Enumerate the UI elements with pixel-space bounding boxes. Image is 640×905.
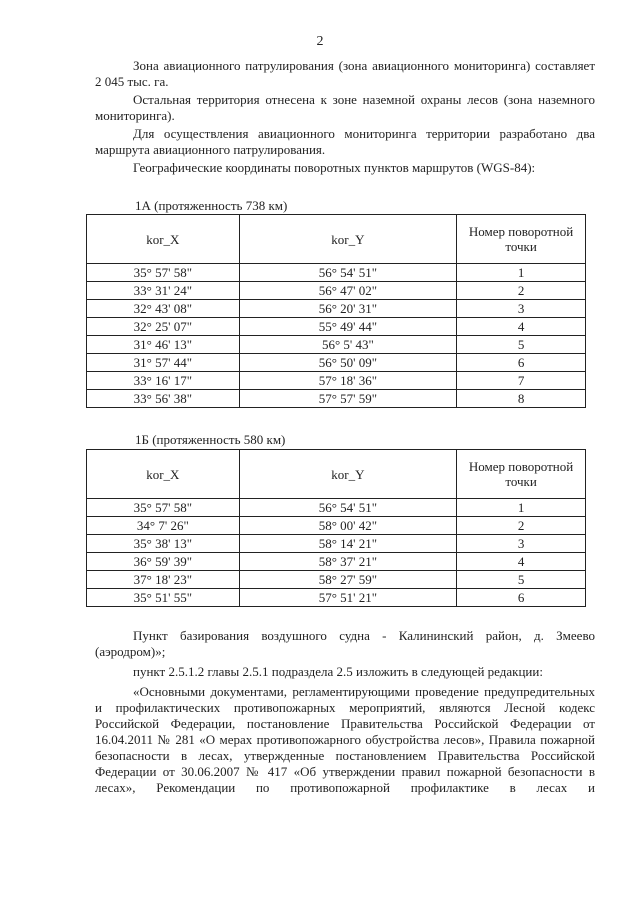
cell-point-number: 6 [457, 354, 586, 372]
cell-kor-y: 56° 54' 51" [239, 499, 456, 517]
table-row [87, 535, 586, 553]
table-row [87, 318, 586, 336]
table-row [87, 354, 586, 372]
cell-kor-x: 32° 25' 07" [87, 318, 240, 336]
cell-kor-x: 35° 51' 55" [87, 589, 240, 607]
cell-point-number: 2 [457, 517, 586, 535]
cell-kor-x: 37° 18' 23" [87, 571, 240, 589]
column-header-kor-x: kor_X [87, 215, 240, 264]
amendment-text [95, 628, 595, 796]
table-row [87, 589, 586, 607]
route-1b-caption: 1Б (протяженность 580 км) [135, 432, 286, 447]
table-row [87, 372, 586, 390]
cell-kor-x: 35° 57' 58" [87, 499, 240, 517]
cell-kor-y: 58° 27' 59" [239, 571, 456, 589]
cell-point-number: 8 [457, 390, 586, 408]
cell-kor-x: 33° 16' 17" [87, 372, 240, 390]
cell-kor-x: 31° 46' 13" [87, 336, 240, 354]
table-row [87, 282, 586, 300]
cell-point-number: 1 [457, 499, 586, 517]
column-header-point-number: Номер поворотной точки [457, 215, 586, 264]
cell-kor-y: 55° 49' 44" [239, 318, 456, 336]
column-header-point-number: Номер поворотной точки [457, 450, 586, 499]
route-1a-caption: 1А (протяженность 738 км) [135, 198, 288, 213]
paragraph-patrol-zone: Зона авиационного патрулирования (зона авиационного мониторинга) составляет 2 045 тыс. га. [95, 58, 595, 89]
cell-point-number: 7 [457, 372, 586, 390]
table-row [87, 499, 586, 517]
cell-point-number: 2 [457, 282, 586, 300]
cell-point-number: 3 [457, 300, 586, 318]
cell-kor-y: 56° 47' 02" [239, 282, 456, 300]
table-row [87, 264, 586, 282]
cell-point-number: 5 [457, 336, 586, 354]
cell-kor-y: 56° 54' 51" [239, 264, 456, 282]
table-header-row [87, 450, 586, 499]
cell-kor-x: 32° 43' 08" [87, 300, 240, 318]
cell-kor-y: 58° 14' 21" [239, 535, 456, 553]
cell-kor-x: 35° 57' 58" [87, 264, 240, 282]
cell-point-number: 4 [457, 553, 586, 571]
cell-kor-x: 34° 7' 26" [87, 517, 240, 535]
table-row [87, 300, 586, 318]
cell-kor-x: 35° 38' 13" [87, 535, 240, 553]
cell-point-number: 5 [457, 571, 586, 589]
paragraph-base-point: Пункт базирования воздушного судна - Калининский район, д. Змеево (аэродром)»; [95, 628, 595, 659]
cell-kor-y: 57° 18' 36" [239, 372, 456, 390]
table-row [87, 571, 586, 589]
cell-kor-y: 58° 37' 21" [239, 553, 456, 571]
cell-kor-x: 33° 31' 24" [87, 282, 240, 300]
table-row [87, 390, 586, 408]
paragraph-ground-zone: Остальная территория отнесена к зоне наземной охраны лесов (зона наземного мониторинга). [95, 92, 595, 123]
route-1a-table [86, 214, 586, 408]
table-row [87, 517, 586, 535]
cell-point-number: 3 [457, 535, 586, 553]
cell-point-number: 6 [457, 589, 586, 607]
cell-kor-y: 58° 00' 42" [239, 517, 456, 535]
cell-kor-y: 57° 57' 59" [239, 390, 456, 408]
cell-kor-y: 56° 20' 31" [239, 300, 456, 318]
route-1b-table [86, 449, 586, 607]
cell-kor-x: 31° 57' 44" [87, 354, 240, 372]
cell-kor-y: 57° 51' 21" [239, 589, 456, 607]
cell-kor-x: 33° 56' 38" [87, 390, 240, 408]
column-header-kor-y: kor_Y [239, 450, 456, 499]
table-row [87, 336, 586, 354]
page-number: 2 [316, 34, 324, 49]
cell-kor-x: 36° 59' 39" [87, 553, 240, 571]
table-header-row [87, 215, 586, 264]
paragraph-coordinates: Географические координаты поворотных пунктов маршрутов (WGS-84): [133, 160, 536, 175]
paragraph-routes: Для осуществления авиационного мониторинга территории разработано два маршрута авиационного патрулирования. [95, 126, 595, 157]
column-header-kor-y: kor_Y [239, 215, 456, 264]
cell-point-number: 1 [457, 264, 586, 282]
cell-point-number: 4 [457, 318, 586, 336]
paragraph-main-documents: «Основными документами, регламентирующими проведение предупредительных и профилактических противопожарных мероприятий, являются Лесной кодекс Российской Федерации, постановление Правительства Российской Федерации от 16.04.2011 № 281 «О мерах противопожарного обустройства лесов», Правила пожарной безопасности в лесах, утвержденные постановлением Правительства Российской Федерации от 30.06.2007 № 417 «Об утверждении правил пожарной безопасности в лесах», Рекомендации по противопожарной профилактике в лесах и [95, 684, 595, 795]
cell-kor-y: 56° 50' 09" [239, 354, 456, 372]
intro-text [95, 58, 595, 176]
table-row [87, 553, 586, 571]
column-header-kor-x: kor_X [87, 450, 240, 499]
paragraph-clause-change: пункт 2.5.1.2 главы 2.5.1 подраздела 2.5 изложить в следующей редакции: [133, 664, 543, 679]
cell-kor-y: 56° 5' 43" [239, 336, 456, 354]
